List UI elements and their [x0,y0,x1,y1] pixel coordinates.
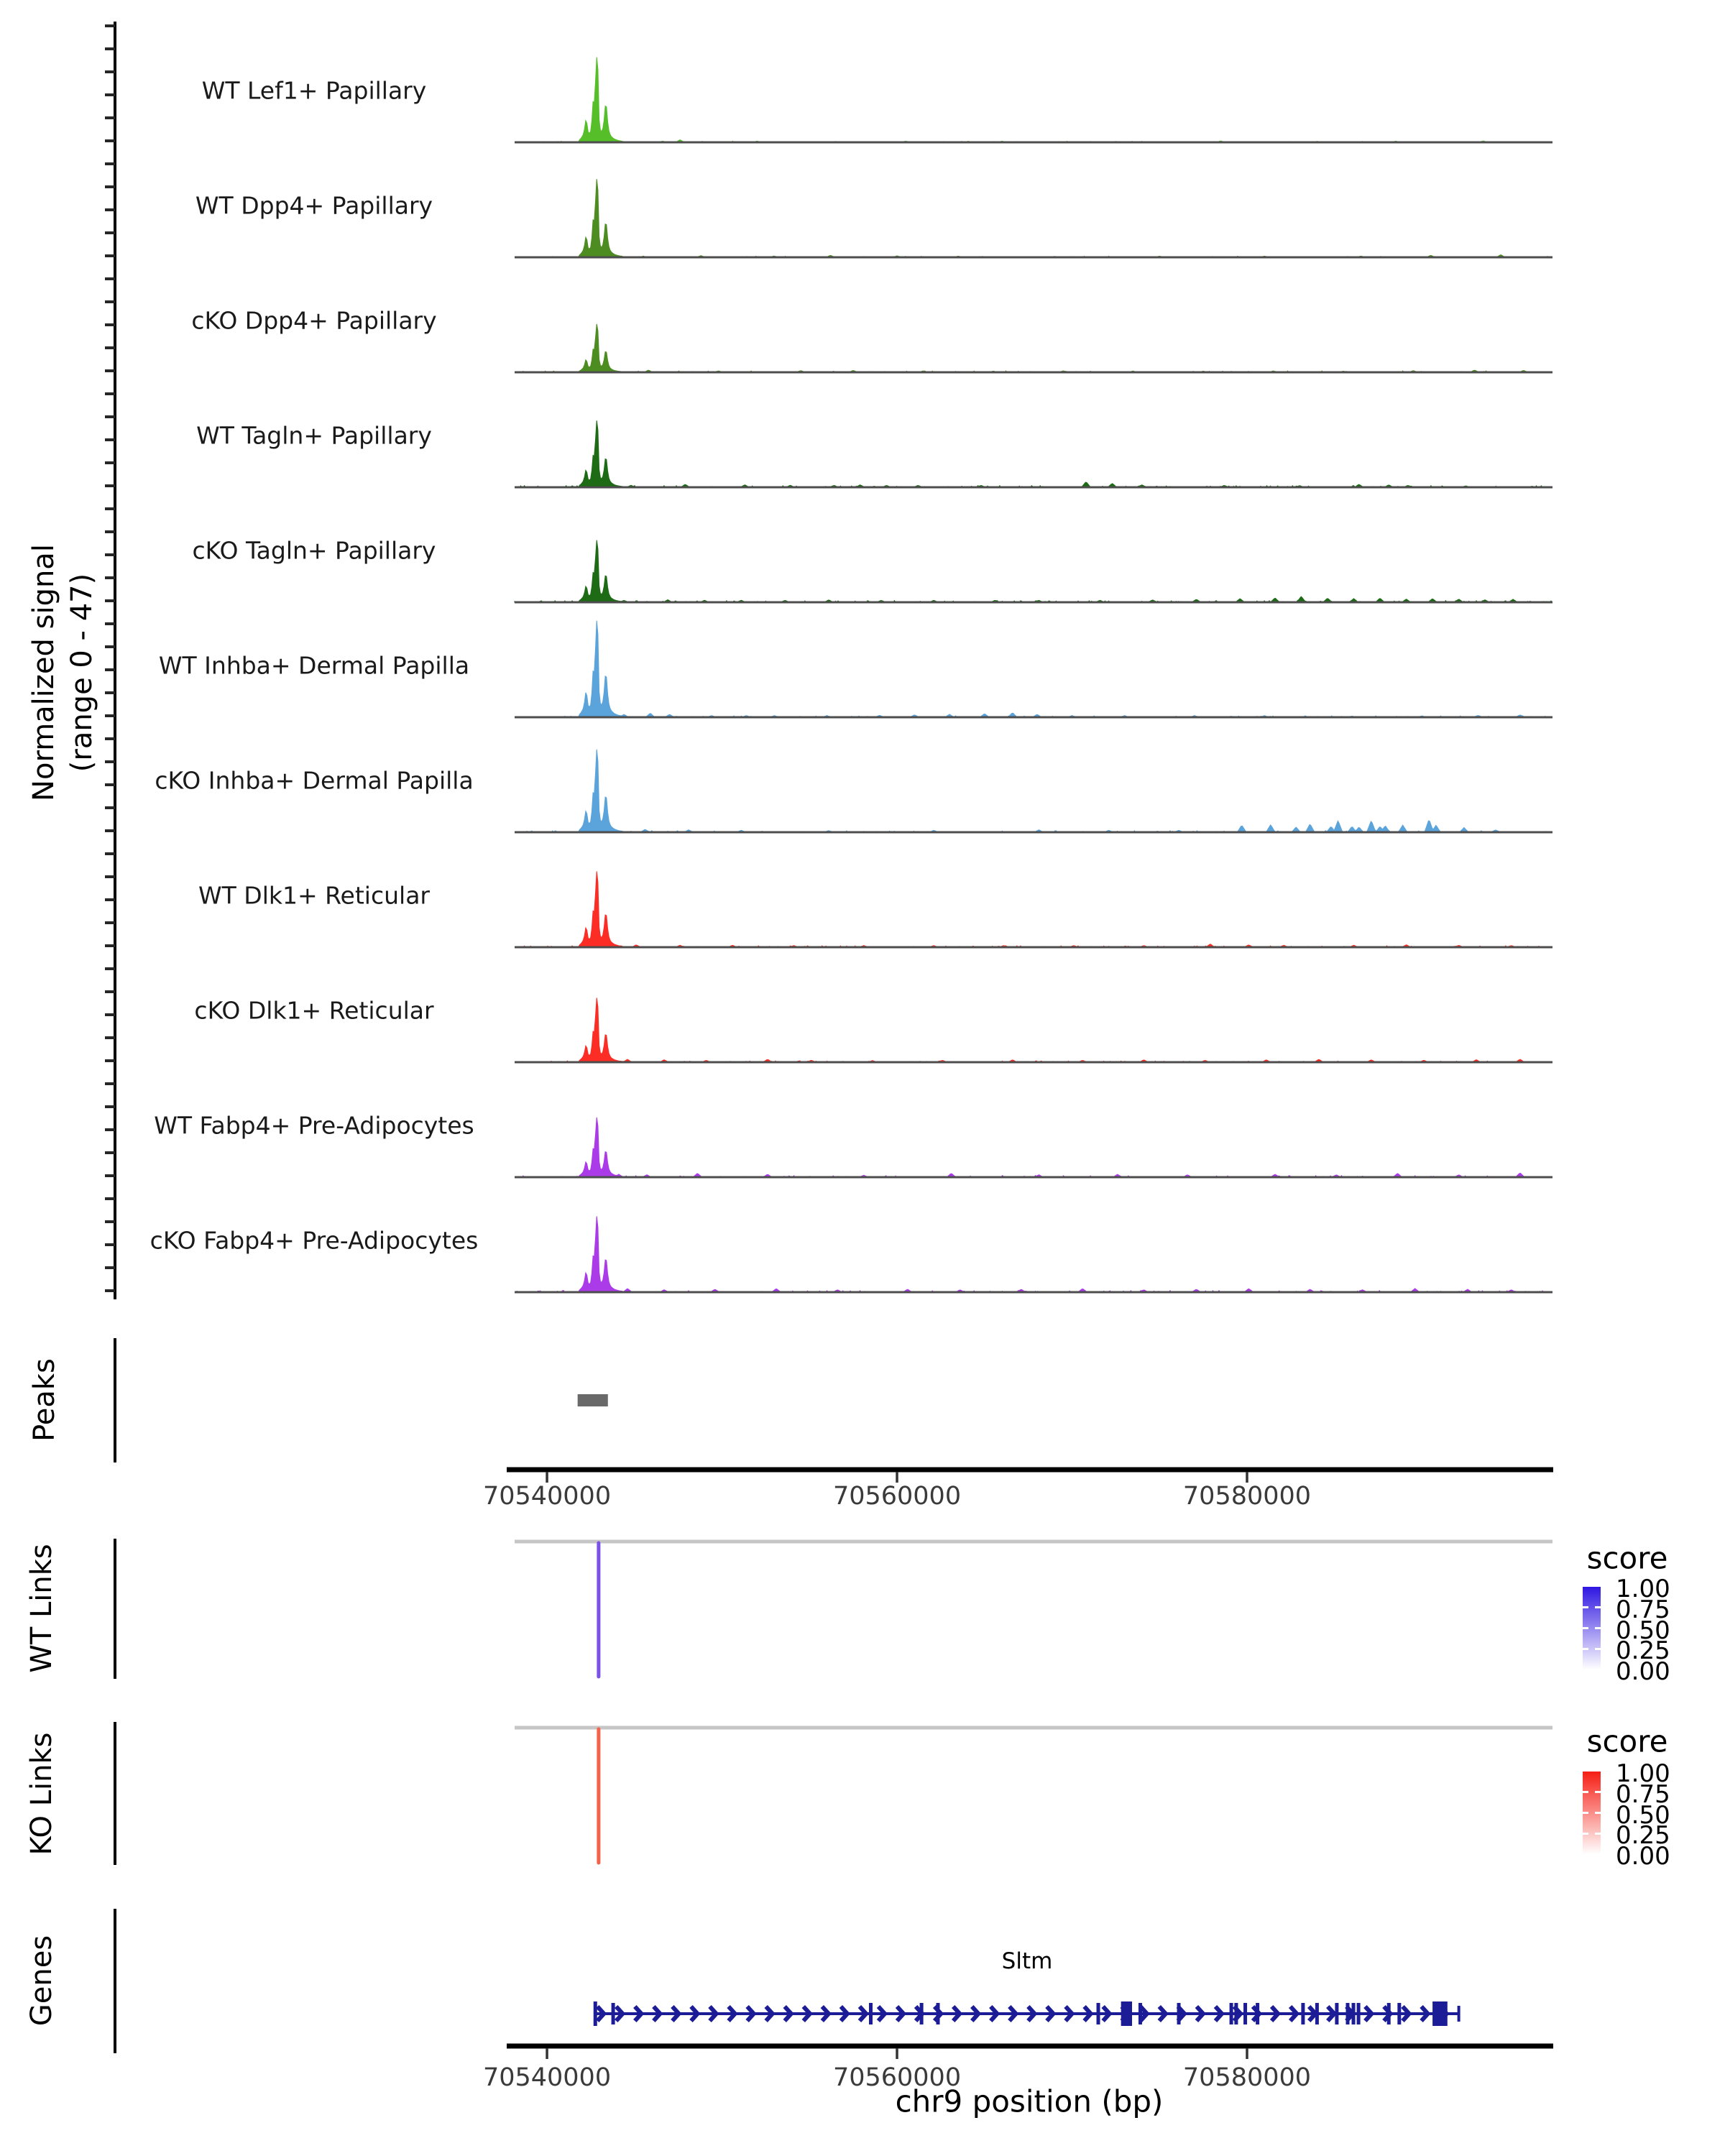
gene-end-bar [1458,2006,1460,2022]
ko-legend-tick [1583,1833,1588,1835]
gene-exon-bar [1230,2003,1233,2024]
ko-legend-tick [1583,1812,1588,1814]
gene-exon-bar [920,2003,924,2024]
x-axis-tick-label: 70580000 [1182,2063,1312,2092]
signal-track-area [515,540,1552,602]
gene-exon-bar [1138,2003,1142,2024]
track-label: cKO Dlk1+ Reticular [194,996,434,1025]
peaks-section-label: Peaks [28,1358,61,1442]
track-label: WT Tagln+ Papillary [196,421,432,450]
signal-track-area [515,1118,1552,1177]
ko-legend-value-label: 0.00 [1616,1842,1670,1871]
gene-exon-bar [612,2003,615,2024]
ko-legend-tick [1595,1791,1601,1793]
x-axis-tick-label: 70560000 [832,2063,962,2092]
x-axis-title: chr9 position (bp) [895,2083,1164,2119]
gene-exon-bar [1243,2003,1247,2024]
wt-legend-tick [1595,1648,1601,1650]
gene-start-exon-bar [594,2001,597,2026]
gene-exon-bar [1097,2003,1100,2024]
track-label: cKO Inhba+ Dermal Papilla [155,766,474,795]
gene-exon-bar [936,2003,939,2024]
gene-exon-bar [1335,2003,1338,2024]
peak-interval-box [578,1394,608,1406]
ko-legend-tick [1595,1833,1601,1835]
track-label: WT Lef1+ Papillary [201,76,427,105]
ko-legend-value-label: 0.75 [1616,1779,1670,1809]
signal-axis-label-line1: Normalized signal [27,544,60,801]
ko-legend-tick [1595,1812,1601,1814]
ko-legend-value-label: 1.00 [1616,1759,1670,1788]
signal-track-area [515,420,1552,487]
wt-legend-tick [1583,1648,1588,1650]
wt-legend-value-label: 1.00 [1616,1575,1670,1603]
track-label: WT Dpp4+ Papillary [195,191,433,220]
signal-track-area [515,750,1552,832]
signal-track-area [515,998,1552,1062]
track-label: cKO Fabp4+ Pre-Adipocytes [150,1226,479,1255]
wt-legend-tick [1595,1627,1601,1629]
track-label: cKO Dpp4+ Papillary [191,306,437,335]
track-label: WT Fabp4+ Pre-Adipocytes [154,1111,474,1140]
wt-legend-value-label: 0.25 [1616,1636,1670,1666]
track-label: cKO Tagln+ Papillary [192,536,436,565]
gene-exon-bar [1387,2003,1391,2024]
gene-exon-bar [1301,2003,1305,2024]
gene-exon-bar [1352,2003,1356,2024]
x-axis-tick-label: 70560000 [832,1482,962,1511]
signal-track-area [515,1216,1552,1292]
wt-legend-value-label: 0.75 [1616,1595,1670,1624]
signal-track-area [515,324,1552,372]
gene-exon-bar [1234,2003,1238,2024]
gene-exon-bar [1256,2003,1259,2024]
gene-exon-block [1432,2001,1448,2026]
track-label: WT Inhba+ Dermal Papilla [158,651,470,680]
signal-track-area [515,871,1552,947]
x-axis-tick-label: 70540000 [482,2063,612,2092]
signal-axis-label [25,544,101,801]
gene-exon-bar [869,2003,873,2024]
ko-links-legend-title: score [1586,1723,1668,1759]
gene-name-label: Sltm [1001,1948,1053,1974]
gene-exon-bar [1357,2003,1361,2024]
signal-track-area [515,57,1552,142]
wt-links-section-label: WT Links [25,1544,58,1673]
wt-links-legend-title: score [1586,1540,1668,1576]
gene-exon-bar [1346,2003,1349,2024]
gene-exon-bar [1315,2003,1319,2024]
ko-legend-value-label: 0.25 [1616,1821,1670,1851]
ko-legend-tick [1583,1791,1588,1793]
x-axis-tick-label: 70540000 [482,1482,612,1511]
gene-exon-bar [1397,2003,1401,2024]
genes-section-label: Genes [25,1935,58,2027]
gene-exon-block [1121,2001,1132,2026]
gene-exon-bar [1177,2003,1181,2024]
wt-legend-value-label: 0.50 [1616,1616,1670,1645]
wt-legend-tick [1595,1606,1601,1608]
x-axis-tick-label: 70580000 [1182,1482,1312,1511]
signal-axis-label-line2: (range 0 - 47) [65,573,98,773]
wt-legend-value-label: 0.00 [1616,1657,1670,1686]
signal-track-area [515,621,1552,717]
wt-legend-tick [1583,1606,1588,1608]
wt-legend-tick [1583,1627,1588,1629]
signal-track-area [515,179,1552,257]
ko-legend-value-label: 0.50 [1616,1800,1670,1830]
ko-links-section-label: KO Links [25,1732,58,1856]
track-label: WT Dlk1+ Reticular [198,881,430,910]
